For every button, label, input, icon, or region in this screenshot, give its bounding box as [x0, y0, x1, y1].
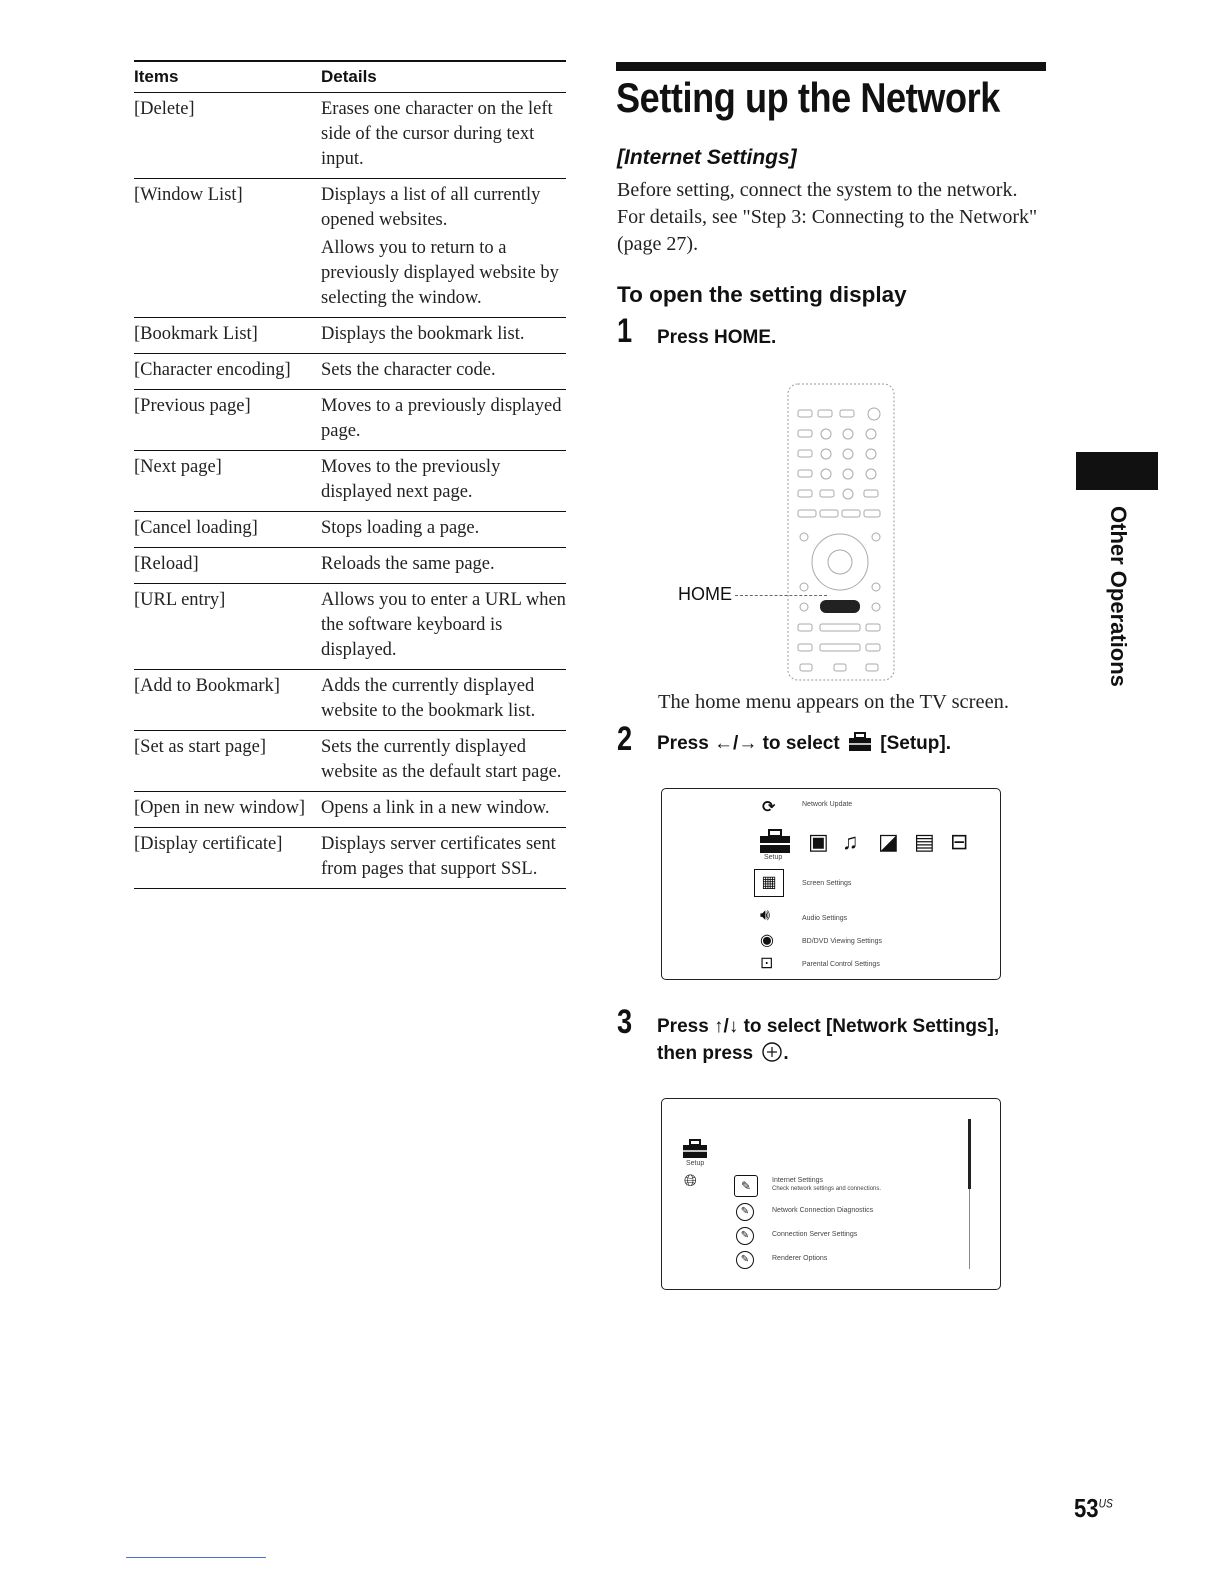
- menu-item-network-connection-diagnostics: Network Connection Diagnostics: [772, 1207, 874, 1214]
- home-label: HOME: [678, 584, 732, 604]
- network-settings-screen: [661, 1098, 1001, 1290]
- items-table: [134, 60, 566, 889]
- internet-settings-description: Check network settings and connections.: [772, 1186, 882, 1192]
- bd-dvd-settings-icon: ◉: [760, 932, 774, 949]
- menu-item-connection-server-settings: Connection Server Settings: [772, 1231, 858, 1238]
- network-update-icon: ⟳: [762, 799, 776, 816]
- remote-control-illustration: [786, 382, 896, 682]
- step-3-then-press: then press: [657, 1043, 754, 1064]
- row-detail-paragraph: Erases one character on the left side of the cursor during text input.: [321, 99, 553, 169]
- row-item: [Next page]: [134, 457, 222, 477]
- table-row: [134, 548, 566, 584]
- table-row: [134, 731, 566, 792]
- row-item: [Previous page]: [134, 396, 251, 416]
- page-number-suffix: US: [1098, 1496, 1113, 1511]
- toolbox-icon: [848, 732, 872, 752]
- renderer-options-icon: ✎: [736, 1251, 754, 1269]
- home-button: [820, 600, 860, 613]
- table-row: [134, 390, 566, 451]
- table-row: [134, 179, 566, 318]
- enter-button-icon: [761, 1041, 783, 1063]
- step-1-number: 1: [617, 312, 633, 350]
- internet-settings-icon: ✎: [734, 1175, 758, 1197]
- setup-menu-screen: [661, 788, 1001, 980]
- row-detail-paragraph: Moves to a previously displayed page.: [321, 396, 562, 441]
- step-2-text-before: Press ←/→ to select: [657, 733, 840, 754]
- table-row: [134, 792, 566, 828]
- music-icon: ♫: [842, 829, 859, 854]
- home-caption: The home menu appears on the TV screen.: [658, 691, 1010, 713]
- step-2-text-after: [Setup].: [880, 733, 951, 754]
- table-row: [134, 451, 566, 512]
- row-detail-paragraph: Allows you to return to a previously displayed website by selecting the window.: [321, 238, 559, 308]
- row-item: [URL entry]: [134, 590, 226, 610]
- row-item: [Set as start page]: [134, 737, 267, 757]
- table-row: [134, 670, 566, 731]
- table-row: [134, 584, 566, 670]
- setup-label: Setup: [764, 854, 783, 861]
- row-item: [Reload]: [134, 554, 199, 574]
- row-detail-paragraph: Displays the bookmark list.: [321, 324, 525, 344]
- audio-settings-icon: 🔊︎: [760, 907, 771, 924]
- network-settings-icon: 🌐︎: [684, 1173, 697, 1190]
- setup-label-small: Setup: [686, 1160, 705, 1167]
- row-details: [321, 552, 566, 577]
- table-row: [134, 828, 566, 889]
- row-details: [321, 394, 566, 444]
- header-items: Items: [134, 67, 179, 86]
- step-3-line-2: [657, 1040, 789, 1067]
- remote-buttons: [798, 408, 880, 671]
- step-2-text: [657, 730, 951, 757]
- row-details: [321, 455, 566, 505]
- table-row: [134, 354, 566, 390]
- video-icon: ◪: [878, 829, 899, 854]
- row-detail-paragraph: Displays a list of all currently opened websites.: [321, 185, 541, 230]
- row-details: [321, 674, 566, 724]
- menu-item-renderer-options: Renderer Options: [772, 1255, 828, 1262]
- network-update-label: Network Update: [802, 801, 853, 808]
- row-detail-paragraph: Opens a link in a new window.: [321, 798, 550, 818]
- row-detail-paragraph: Moves to the previously displayed next page.: [321, 457, 501, 502]
- header-details: Details: [321, 67, 377, 86]
- table-row: [134, 512, 566, 548]
- step-1-text: Press HOME.: [657, 327, 777, 348]
- page-number-value: 53: [1074, 1493, 1099, 1523]
- connection-server-icon: ✎: [736, 1227, 754, 1245]
- row-item: [Add to Bookmark]: [134, 676, 280, 696]
- setup-toolbox-icon-small: [682, 1139, 708, 1159]
- row-detail-paragraph: Sets the currently displayed website as the default start page.: [321, 737, 562, 782]
- row-detail-paragraph: Displays server certificates sent from pages that support SSL.: [321, 834, 556, 879]
- side-tab-marker: [1076, 452, 1158, 490]
- parental-control-icon: ⊡: [760, 955, 774, 972]
- table-rows: [134, 93, 566, 889]
- row-item: [Bookmark List]: [134, 324, 258, 344]
- setup-toolbox-icon: [758, 829, 792, 855]
- input-icon: ⊟: [950, 829, 969, 854]
- scrollbar-track: [969, 1189, 970, 1269]
- menu-item-internet-settings: Internet Settings: [772, 1177, 823, 1184]
- row-details: [321, 183, 566, 311]
- screen-settings-icon: ▦: [754, 869, 784, 897]
- table-row: [134, 318, 566, 354]
- row-detail-paragraph: Stops loading a page.: [321, 518, 480, 538]
- row-details: [321, 516, 566, 541]
- subheading: [Internet Settings]: [617, 146, 797, 169]
- step-3-number: 3: [617, 1003, 633, 1041]
- row-item: [Window List]: [134, 185, 243, 205]
- row-details: [321, 322, 566, 347]
- open-setting-heading: To open the setting display: [617, 282, 907, 307]
- title-rule: [616, 62, 1046, 71]
- step-2-number: 2: [617, 720, 633, 758]
- menu-item-audio-settings: Audio Settings: [802, 915, 848, 922]
- home-leader-line: [735, 595, 827, 596]
- table-header: [134, 62, 566, 93]
- scrollbar-thumb: [968, 1119, 971, 1189]
- row-item: [Cancel loading]: [134, 518, 258, 538]
- row-item: [Character encoding]: [134, 360, 291, 380]
- row-details: [321, 796, 566, 821]
- photo-icon: ▣: [808, 829, 829, 854]
- row-details: [321, 358, 566, 383]
- row-item: [Display certificate]: [134, 834, 283, 854]
- menu-item-screen-settings: Screen Settings: [802, 880, 852, 887]
- page-number: [1074, 1493, 1113, 1524]
- row-detail-paragraph: Adds the currently displayed website to the bookmark list.: [321, 676, 536, 721]
- row-item: [Open in new window]: [134, 798, 306, 818]
- step-3-line-1: Press ↑/↓ to select [Network Settings],: [657, 1016, 1000, 1037]
- row-details: [321, 735, 566, 785]
- section-title: Setting up the Network: [616, 74, 1000, 121]
- step-3-period: .: [783, 1043, 789, 1064]
- menu-item-parental-control-settings: Parental Control Settings: [802, 961, 880, 968]
- footer-rule: [126, 1557, 266, 1558]
- table-row: [134, 93, 566, 179]
- menu-item-bd-dvd-viewing-settings: BD/DVD Viewing Settings: [802, 938, 883, 945]
- tv-icon: ▤: [914, 829, 935, 854]
- row-detail-paragraph: Allows you to enter a URL when the software keyboard is displayed.: [321, 590, 566, 660]
- row-detail-paragraph: Sets the character code.: [321, 360, 496, 380]
- row-details: [321, 97, 566, 172]
- row-details: [321, 588, 566, 663]
- intro-paragraph: Before setting, connect the system to the network. For details, see "Step 3: Connecting to the Network" (page 27).: [617, 179, 1038, 255]
- row-detail-paragraph: Reloads the same page.: [321, 554, 495, 574]
- row-details: [321, 832, 566, 882]
- diagnostics-icon: ✎: [736, 1203, 754, 1221]
- row-item: [Delete]: [134, 99, 195, 119]
- side-tab-label: Other Operations: [1106, 506, 1131, 687]
- remote-body: [788, 384, 894, 680]
